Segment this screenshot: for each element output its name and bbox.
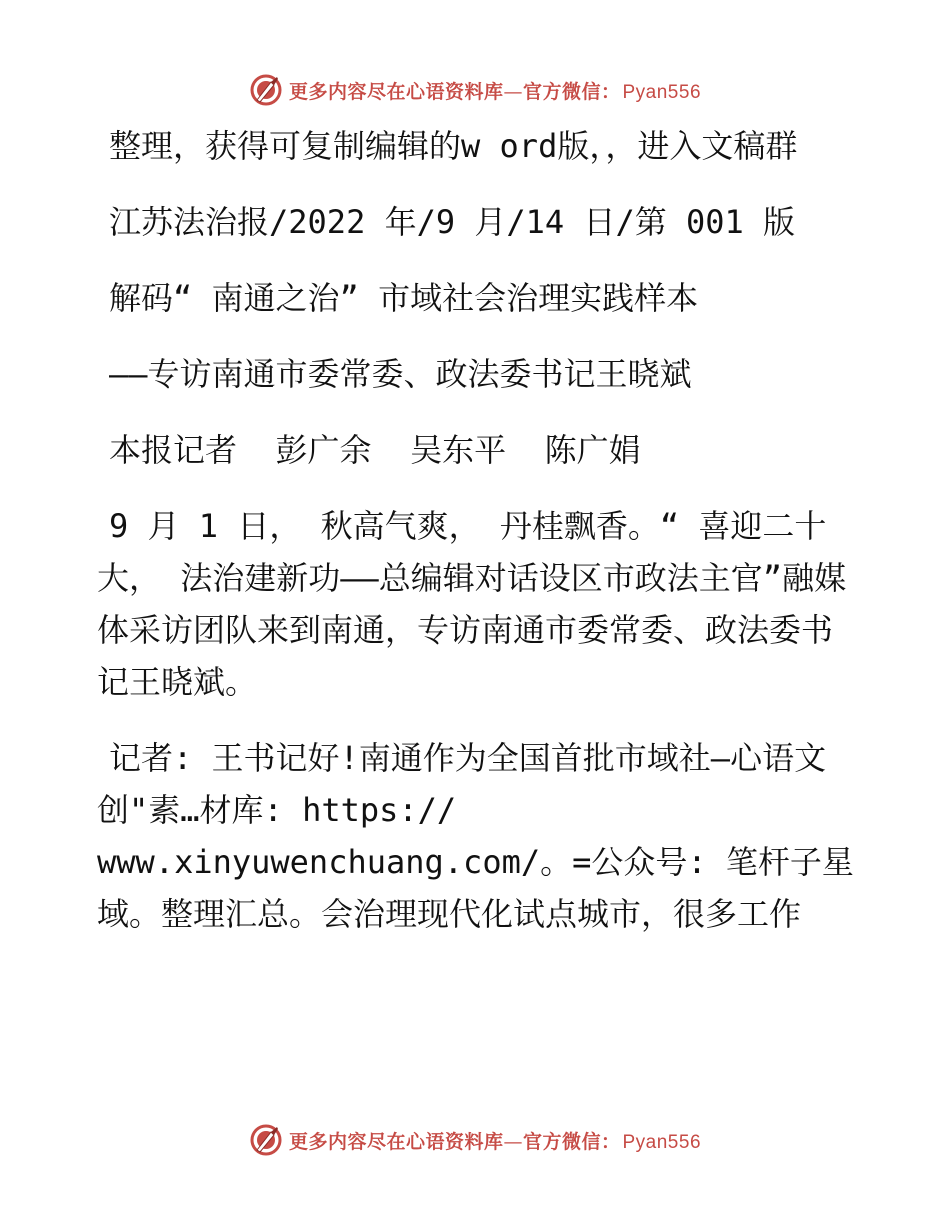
paragraph-lead: 9 月 1 日， 秋高气爽， 丹桂飘香。“ 喜迎二十大， 法治建新功——总编辑对话设区市政法主官”融媒体采访团队来到南通，专访南通市委常委、政法委书记王晓斌。 [97, 507, 847, 701]
banner-handle: Pyan556 [622, 81, 702, 103]
banner-separator: — [503, 1130, 523, 1153]
paragraph-source: 江苏法治报/2022 年/9 月/14 日/第 001 版 [109, 203, 796, 241]
banner-separator: — [503, 80, 523, 103]
header-banner [0, 70, 950, 110]
banner-main-text: 更多内容尽在心语资料库 [288, 1130, 504, 1153]
paragraph-interview-b: www.xinyuwenchuang.com/。=公众号: 笔杆子星域。整理汇总。会治理现代化试点城市，很多工作 [97, 843, 854, 933]
paragraph-interview-a: 记者: 王书记好!南通作为全国首批市域社—心语文创"素…材库: https:// [97, 739, 827, 829]
document-body [97, 120, 857, 964]
banner-handle: Pyan556 [622, 1131, 702, 1153]
quill-seal-icon [249, 73, 283, 107]
article-subtitle: ——专访南通市委常委、政法委书记王晓斌 [109, 355, 692, 393]
banner-text [289, 77, 701, 104]
paragraph-intro: 整理，获得可复制编辑的w ord版，，进入文稿群 [109, 127, 798, 165]
footer-banner [0, 1120, 950, 1160]
banner-label: 官方微信： [522, 1130, 621, 1153]
article-title: 解码“ 南通之治” 市域社会治理实践样本 [109, 279, 699, 317]
article-byline: 本报记者 彭广余 吴东平 陈广娟 [109, 431, 641, 469]
banner-text [289, 1127, 701, 1154]
banner-main-text: 更多内容尽在心语资料库 [288, 80, 504, 103]
banner-label: 官方微信： [522, 80, 621, 103]
quill-seal-icon [249, 1123, 283, 1157]
